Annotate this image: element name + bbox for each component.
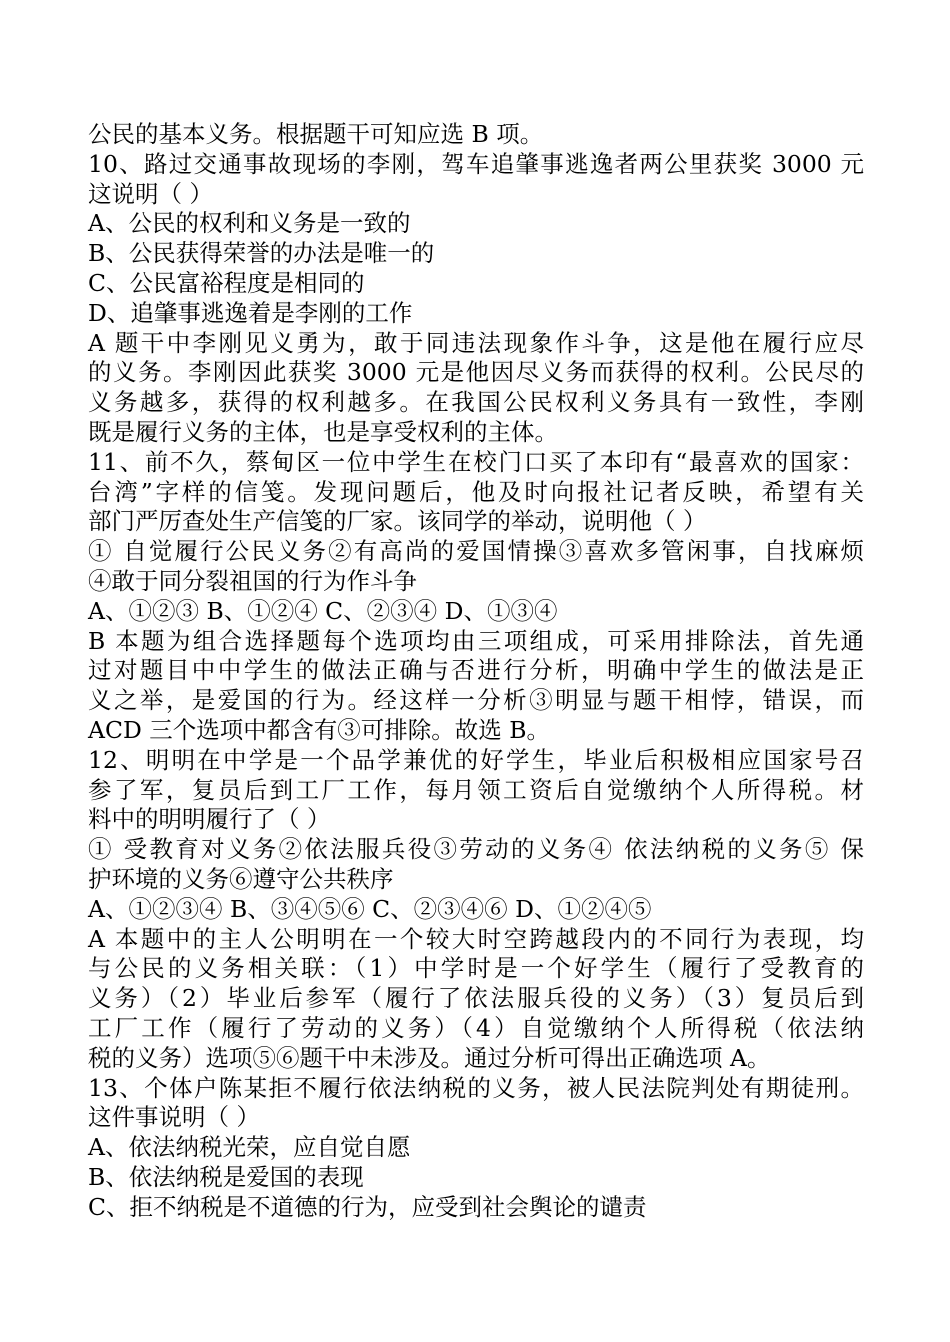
text-line: 公民的基本义务。根据题干可知应选 B 项。 — [88, 120, 544, 148]
text-line: B、公民获得荣誉的办法是唯一的 — [88, 239, 435, 268]
text-line: 义之举，是爱国的行为。经这样一分析③明显与题干相悖，错误，而 — [88, 686, 864, 715]
text-line: 护环境的义务⑥遵守公共秩序 — [88, 864, 394, 893]
text-line: B、依法纳税是爱国的表现 — [88, 1162, 364, 1191]
text-line: 税的义务）选项⑤⑥题干中未涉及。通过分析可得出正确选项 A。 — [88, 1043, 771, 1072]
text-line: ACD 三个选项中都含有③可排除。故选 B。 — [88, 715, 551, 744]
text-line: 过对题目中中学生的做法正确与否进行分析，明确中学生的做法是正 — [88, 656, 864, 685]
text-line: 工厂工作（履行了劳动的义务）（4）自觉缴纳个人所得税（依法纳 — [88, 1013, 864, 1042]
text-line: D、追肇事逃逸着是李刚的工作 — [88, 298, 413, 327]
text-line: A、①②③ B、①②④ C、②③④ D、①③④ — [88, 596, 558, 625]
text-line: 11、前不久，蔡甸区一位中学生在校门口买了本印有“最喜欢的国家： — [88, 447, 864, 476]
text-line: A 本题中的主人公明明在一个较大时空跨越段内的不同行为表现，均 — [88, 924, 864, 953]
text-line: A、①②③④ B、③④⑤⑥ C、②③④⑥ D、①②④⑤ — [88, 894, 652, 923]
text-line: ① 受教育对义务②依法服兵役③劳动的义务④ 依法纳税的义务⑤ 保 — [88, 835, 864, 864]
text-line: 这件事说明（ ） — [88, 1103, 260, 1132]
text-line: C、拒不纳税是不道德的行为，应受到社会舆论的谴责 — [88, 1192, 647, 1221]
text-line: 这说明（ ） — [88, 179, 213, 208]
text-line: ① 自觉履行公民义务②有高尚的爱国情操③喜欢多管闲事，自找麻烦 — [88, 537, 864, 566]
text-line: 参了军，复员后到工厂工作，每月领工资后自觉缴纳个人所得税。材 — [88, 775, 864, 804]
text-line: ④敢于同分裂祖国的行为作斗争 — [88, 566, 417, 595]
text-line: A 题干中李刚见义勇为，敢于同违法现象作斗争，这是他在履行应尽 — [88, 328, 864, 357]
text-line: 的义务。李刚因此获奖 3000 元是他因尽义务而获得的权利。公民尽的 — [88, 358, 864, 387]
text-line: 10、路过交通事故现场的李刚，驾车追肇事逃逸者两公里获奖 3000 元 — [88, 149, 864, 178]
text-line: 部门严厉查处生产信笺的厂家。该同学的举动，说明他（ ） — [88, 507, 707, 536]
document-body — [88, 120, 864, 1222]
text-line: 台湾”字样的信笺。发现问题后，他及时向报社记者反映，希望有关 — [88, 477, 864, 506]
text-line: 13、个体户陈某拒不履行依法纳税的义务，被人民法院判处有期徒刑。 — [88, 1073, 864, 1102]
text-line: 义务越多，获得的权利越多。在我国公民权利义务具有一致性，李刚 — [88, 388, 864, 417]
text-line: 义务）（2）毕业后参军（履行了依法服兵役的义务）（3）复员后到 — [88, 984, 864, 1013]
text-line: 既是履行义务的主体，也是享受权利的主体。 — [88, 417, 558, 446]
text-line: B 本题为组合选择题每个选项均由三项组成，可采用排除法，首先通 — [88, 626, 864, 655]
text-line: 与公民的义务相关联：（1）中学时是一个好学生（履行了受教育的 — [88, 954, 864, 983]
text-line: A、依法纳税光荣，应自觉自愿 — [88, 1133, 411, 1162]
text-line: 12、明明在中学是一个品学兼优的好学生，毕业后积极相应国家号召 — [88, 745, 864, 774]
text-line: C、公民富裕程度是相同的 — [88, 268, 365, 297]
text-line: 料中的明明履行了（ ） — [88, 805, 331, 834]
text-line: A、公民的权利和义务是一致的 — [88, 209, 411, 238]
